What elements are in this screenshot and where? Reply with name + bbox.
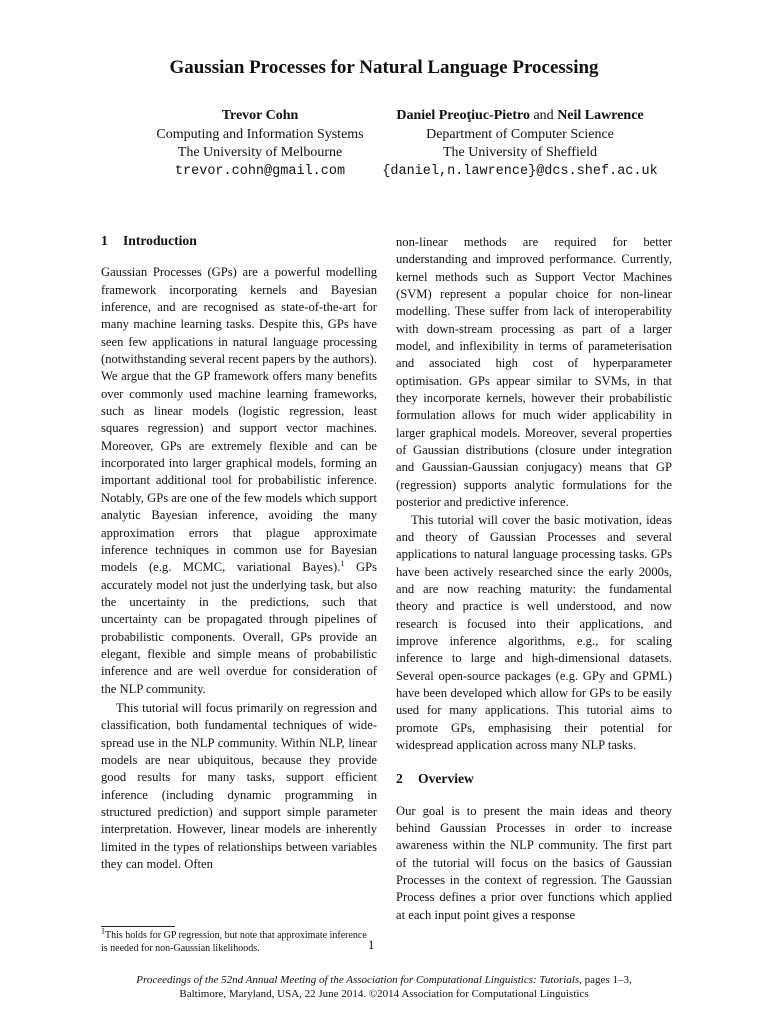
author-institution-left: The University of Melbourne: [177, 145, 343, 160]
proceedings-line-1: [0, 974, 768, 988]
paragraph-text: GPs accurately model not just the underlying task, but also the uncertainty in the predictions, such that uncertainty can be propagated through pipelines of probabilistic components. Overall, GPs provide an elegant, flexible and simple means of probabilistic inference and are well overdue for consideration of the NLP community.: [101, 560, 377, 696]
proceedings-footer: [0, 974, 768, 1001]
paragraph: This tutorial will focus primarily on regression and classification, both fundamental techniques of wide-spread use in the NLP community. Within NLP, linear models are near ubiquitous, because they provide good results for many tasks, support efficient inference (including dynamic programming in structured prediction) and support simple parameter interpretation. However, linear models are inherently limited in the types of relationships between variables they can model. Often: [101, 700, 377, 872]
paragraph-text: Gaussian Processes (GPs) are a powerful modelling framework incorporating kernels and Bayesian inference, and are recognised as state-of-the-art for many machine learning tasks. Despite this, GPs have seen few applications in natural language processing (notwithstanding several recent papers by the authors). We argue that the GP framework offers many benefits over commonly used machine learning frameworks, such as linear models (logistic regression, least squares regression) and support vector machines. Moreover, GPs are extremely flexible and can be incorporated into larger graphical models, forming an important additional tool for probabilistic inference. Notably, GPs are one of the few models which support analytic Bayesian inference, avoiding the many approximation errors that plague approximate inference techniques in common use for Bayesian models (e.g. MCMC, variational Bayes).: [101, 265, 377, 575]
paragraph: Our goal is to present the main ideas and theory behind Gaussian Processes in order to increase awareness within the NLP community. The first part of the tutorial will focus on the basics of Gaussian Processes in the context of regression. The Gaussian Process defines a prior over functions which applied at each input point gives a response: [396, 803, 672, 922]
author-name-cohn: Trevor Cohn: [221, 108, 299, 123]
footnote: [101, 926, 371, 955]
footnote-mark: 1: [340, 559, 345, 568]
author-email-left: trevor.cohn@gmail.com: [174, 163, 346, 179]
author-conjunction: and: [533, 108, 554, 123]
author-left: [130, 107, 390, 181]
footnote-number: 1: [101, 926, 105, 936]
author-name-lawrence: Neil Lawrence: [557, 108, 644, 123]
author-institution-right: The University of Sheffield: [442, 145, 598, 160]
proceedings-pages: , pages 1–3,: [579, 974, 632, 986]
right-column: [396, 234, 672, 924]
author-name-preotiuc: Daniel Preoţiuc-Pietro: [396, 108, 530, 123]
author-right: [360, 107, 680, 181]
paper-title: Gaussian Processes for Natural Language Processing: [169, 57, 599, 78]
footnote-rule: [101, 926, 175, 927]
paragraph: [101, 264, 377, 698]
paragraph: This tutorial will cover the basic motivation, ideas and theory of Gaussian Processes and several applications to natural language processing tasks. GPs have been actively researched since the early 2000s, and are now reaching maturity: the fundamental theory and practice is well understood, and now research is focused into their applications, and improve inference algorithms, e.g., for scaling inference to large and high-dimensional datasets. Several open-source packages (e.g. GPy and GPML) have been developed which allow for GPs to be easily used for many applications. This tutorial aims to promote GPs, emphasising their potential for widespread application across many NLP tasks.: [396, 512, 672, 752]
proceedings-venue: Proceedings of the 52nd Annual Meeting of the Association for Computational Linguistics: Tutorials: [136, 974, 580, 986]
paragraph: non-linear methods are required for better understanding and improved performance. Currently, kernel methods such as Support Vector Machines (SVM) represent a popular choice for non-linear modelling. These suffer from lack of interoperability with down-stream processing as part of a larger model, and inflexibility in terms of parameterisation and associated high cost of hyperparameter optimisation. GPs appear similar to SVMs, in that they incorporate kernels, however their probabilistic formulation allows for much wider applicability in larger graphical models. Moreover, several properties of Gaussian distributions (closure under integration and Gaussian-Gaussian conjugacy) means that GP (regression) supports analytic formulations for the posterior and predictive inference.: [396, 235, 672, 510]
section-title: Introduction: [123, 233, 197, 248]
section-title: Overview: [418, 771, 474, 787]
proceedings-line-2: Baltimore, Maryland, USA, 22 June 2014. ©2014 Association for Computational Linguistics: [179, 987, 589, 1000]
author-email-right: {daniel,n.lawrence}@dcs.shef.ac.uk: [382, 163, 658, 179]
left-column: [101, 232, 377, 873]
page-number: 1: [368, 938, 375, 952]
section-number: 1: [101, 233, 108, 248]
author-names-right: [360, 107, 680, 126]
author-affiliation-right: Department of Computer Science: [426, 126, 614, 142]
section-heading-introduction: [101, 232, 377, 249]
author-affiliation-left: Computing and Information Systems: [156, 126, 364, 142]
section-number: 2: [396, 771, 403, 787]
footnote-text: This holds for GP regression, but note that approximate inference is needed for non-Gaussian likelihoods.: [101, 930, 367, 954]
section-heading-overview: [396, 770, 672, 787]
